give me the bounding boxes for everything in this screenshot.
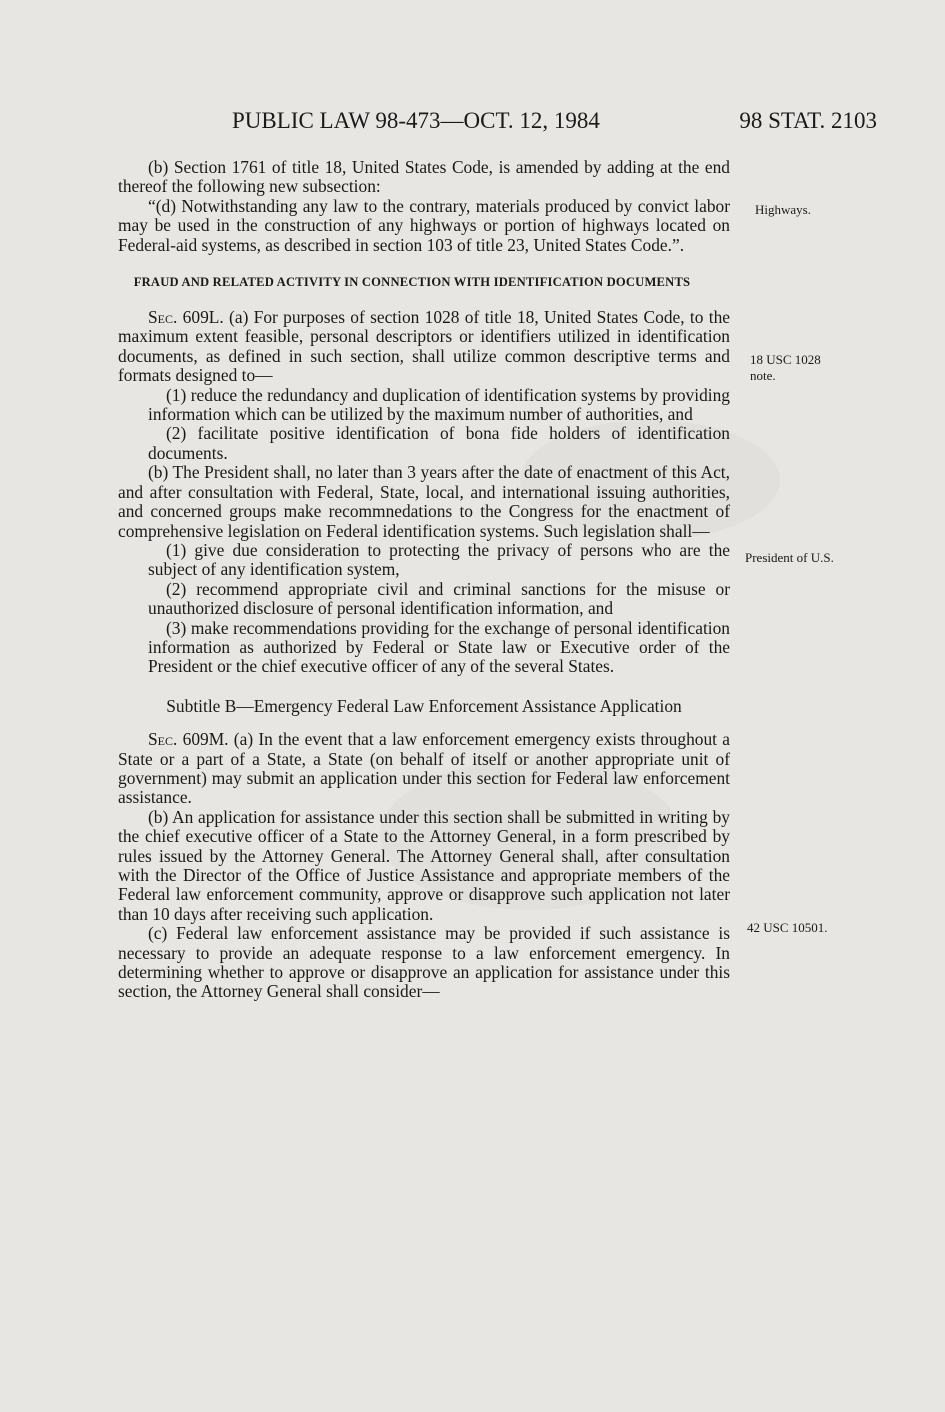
subtitle-heading: Subtitle B—Emergency Federal Law Enforcement Assistance Application — [166, 695, 682, 716]
list-item: (1) reduce the redundancy and duplication of identification systems by providing information which can be utilized by the maximum number of authorities, and — [148, 384, 730, 425]
body-text — [118, 158, 730, 1002]
margin-note-line: note. — [750, 368, 776, 383]
paragraph-sec-609m — [118, 730, 730, 808]
paragraph-assistance: (c) Federal law enforcement assistance may be provided if such assistance is necessary to provide an adequate response to a law enforcement emergency. In determining whether to approve or disapprove an application for assistance under this section, the Attorney General shall consider— — [118, 923, 730, 1002]
margin-note-usc-1028 — [750, 352, 821, 384]
list-item: (2) recommend appropriate civil and criminal sanctions for the misuse or unauthorized disclosure of personal identification information, and — [148, 578, 730, 619]
list-item: (3) make recommendations providing for the exchange of personal identification information as authorized by Federal or State law or Executive order of the President or the chief executive officer of any of the several States. — [148, 617, 730, 677]
margin-note-highways: Highways. — [755, 202, 811, 217]
section-label: Sec. 609M. — [148, 729, 229, 750]
margin-note-usc-10501: 42 USC 10501. — [747, 920, 828, 935]
paragraph-sec-609l — [118, 308, 730, 386]
header-law-title: PUBLIC LAW 98-473—OCT. 12, 1984 — [232, 108, 600, 133]
paragraph-application: (b) An application for assistance under this section shall be submitted in writing by the chief executive officer of a State to the Attorney General, in a form prescribed by rules issued by the Attorney General. The Attorney General shall, after consultation with the Director of the Office of Justice Assistance and appropriate members of the Federal law enforcement community, approve or disapprove such application not later than 10 days after receiving such application. — [118, 806, 730, 924]
margin-note-line: 18 USC 1028 — [750, 352, 821, 367]
paragraph-subsection-d: “(d) Notwithstanding any law to the contrary, materials produced by convict labor may be used in the construction of any highways or portion of highways located on Federal-aid systems, as described in section 103 of title 23, United States Code.”. — [118, 195, 730, 255]
paragraph-subsection-b: (b) The President shall, no later than 3 years after the date of enactment of this Act, and after consultation with Federal, State, local, and international issuing authorities, and concerned groups make recommnedations to the Congress for the enactment of comprehensive legislation on Federal identification systems. Such legislation shall— — [118, 462, 730, 541]
section-text: (a) In the event that a law enforcement emergency exists throughout a State or a part of a State, a State (on behalf of itself or another appropriate unit of government) may submit an application under this section for Federal law enforcement assistance. — [118, 729, 730, 808]
margin-note-president: President of U.S. — [745, 550, 834, 565]
section-heading: FRAUD AND RELATED ACTIVITY IN CONNECTION WITH IDENTIFICATION DOCUMENTS — [133, 275, 691, 290]
list-item: (2) facilitate positive identification of bona fide holders of identification documents. — [148, 423, 730, 463]
paragraph-section-1761: (b) Section 1761 of title 18, United States Code, is amended by adding at the end thereof the following new subsection: — [118, 157, 730, 197]
page-header — [232, 108, 877, 140]
list-item: (1) give due consideration to protecting the privacy of persons who are the subject of any identification system, — [148, 539, 730, 580]
section-text: (a) For purposes of section 1028 of title 18, United States Code, to the maximum extent feasible, personal descriptors or identifiers utilized in identification documents, as defined in such section, shall utilize common descriptive terms and formats designed to— — [118, 307, 730, 386]
header-stat-page: 98 STAT. 2103 — [739, 108, 877, 133]
section-label: Sec. 609L. — [148, 307, 224, 328]
